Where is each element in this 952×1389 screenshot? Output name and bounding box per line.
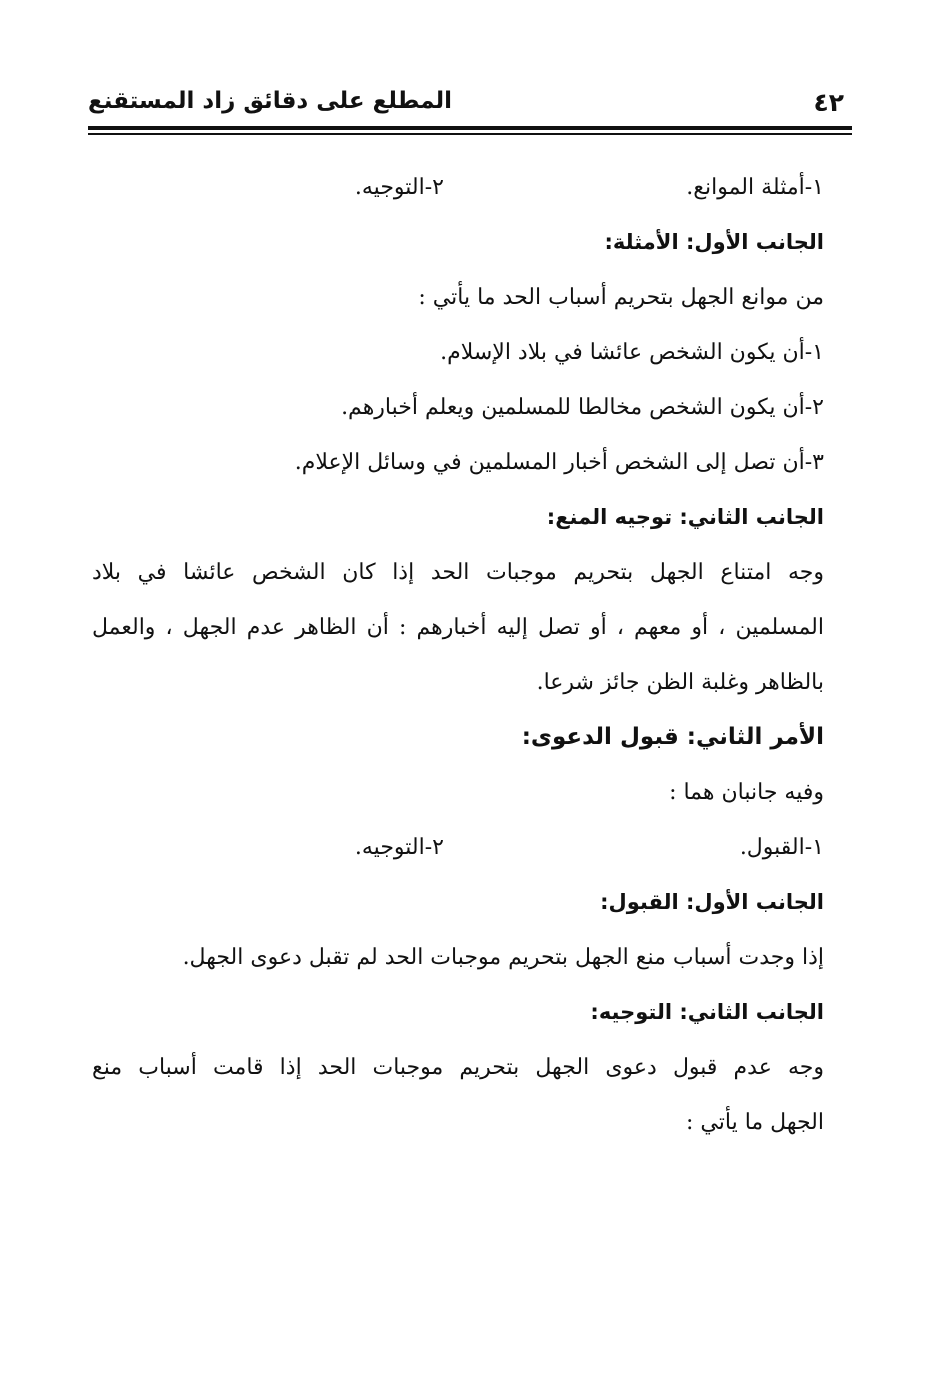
paragraph-line: وجه عدم قبول دعوى الجهل بتحريم موجبات الحد إذا قامت أسباب منع bbox=[92, 1055, 824, 1080]
page-header bbox=[88, 88, 848, 118]
example-item: ٣-أن تصل إلى الشخص أخبار المسلمين في وسائل الإعلام. bbox=[294, 450, 824, 475]
book-title: المطلع على دقائق زاد المستقنع bbox=[88, 88, 453, 114]
page-body bbox=[92, 160, 824, 1150]
list-item: ٢-التوجيه. bbox=[354, 175, 444, 200]
example-item: ١-أن يكون الشخص عائشا في بلاد الإسلام. bbox=[440, 340, 824, 365]
paragraph-line: بالظاهر وغلبة الظن جائز شرعا. bbox=[536, 670, 824, 695]
section-heading: الجانب الثاني: التوجيه: bbox=[590, 1000, 824, 1024]
paragraph-line: الجهل ما يأتي : bbox=[686, 1110, 824, 1135]
list-item: ١-القبول. bbox=[739, 835, 824, 860]
sides-intro: وفيه جانبان هما : bbox=[669, 780, 824, 805]
list-row bbox=[92, 820, 824, 875]
section-heading: الجانب الأول: القبول: bbox=[600, 890, 824, 914]
list-item: ١-أمثلة الموانع. bbox=[686, 175, 824, 200]
main-heading: الأمر الثاني: قبول الدعوى: bbox=[521, 724, 824, 750]
list-item: ٢-التوجيه. bbox=[354, 835, 444, 860]
section-heading: الجانب الثاني: توجيه المنع: bbox=[546, 505, 824, 529]
intro-text: من موانع الجهل بتحريم أسباب الحد ما يأتي : bbox=[418, 285, 824, 310]
list-row bbox=[92, 160, 824, 215]
page-number: ٤٢ bbox=[813, 88, 844, 117]
paragraph-line: المسلمين ، أو معهم ، أو تصل إليه أخبارهم : أن الظاهر عدم الجهل ، والعمل bbox=[92, 615, 824, 640]
header-rule-thick bbox=[88, 126, 852, 130]
paragraph-line: وجه امتناع الجهل بتحريم موجبات الحد إذا كان الشخص عائشا في بلاد bbox=[92, 560, 824, 585]
acceptance-text: إذا وجدت أسباب منع الجهل بتحريم موجبات الحد لم تقبل دعوى الجهل. bbox=[182, 945, 824, 970]
section-heading: الجانب الأول: الأمثلة: bbox=[604, 230, 824, 254]
header-rule-thin bbox=[88, 133, 852, 135]
example-item: ٢-أن يكون الشخص مخالطا للمسلمين ويعلم أخبارهم. bbox=[341, 395, 824, 420]
